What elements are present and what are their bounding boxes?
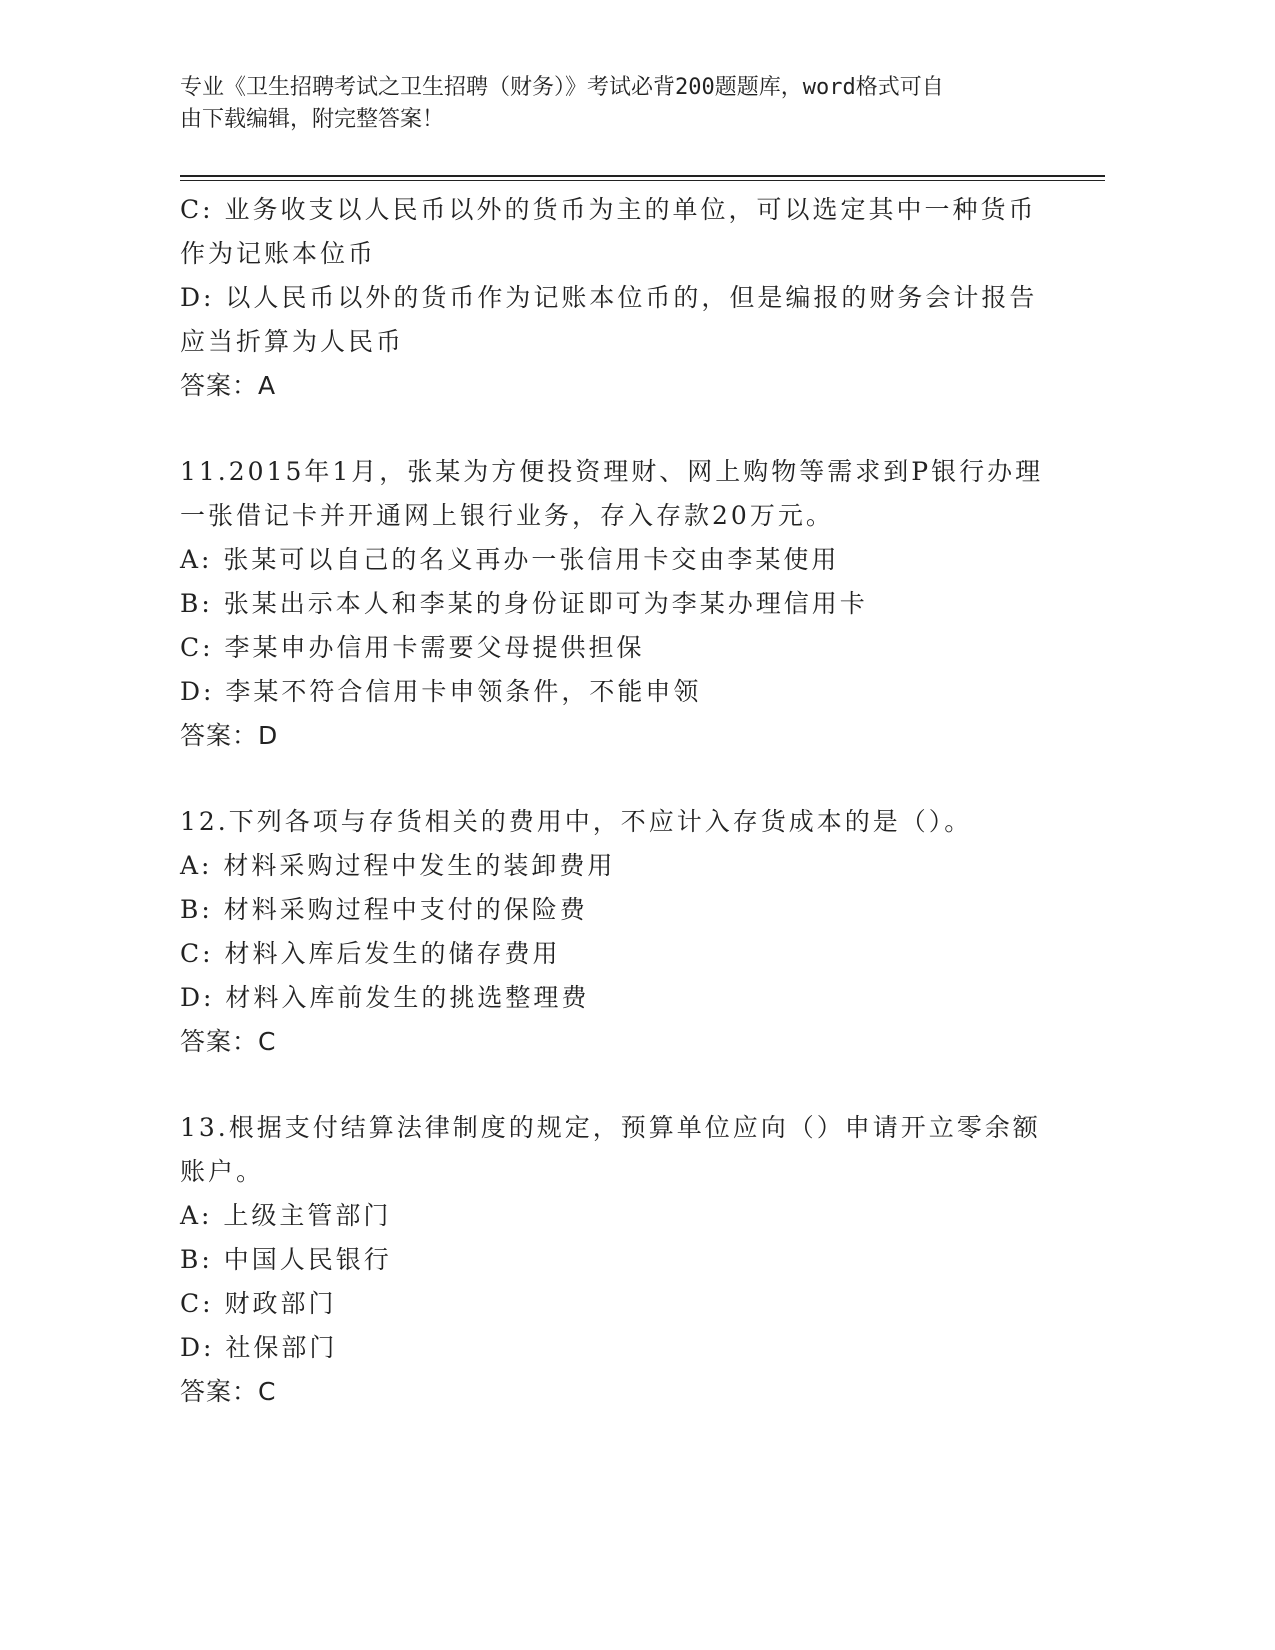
header-divider-thin — [180, 180, 1105, 181]
question-list — [180, 188, 1050, 1414]
option-d: D: 社保部门 — [180, 1333, 338, 1362]
question-11 — [180, 450, 1050, 758]
question-stem-line-1: 11.2015年1月，张某为方便投资理财、网上购物等需求到P银行办理 — [180, 457, 1044, 486]
spacer — [180, 758, 1050, 800]
option-d: D: 李某不符合信用卡申领条件，不能申领 — [180, 677, 702, 706]
document-header — [180, 72, 1060, 136]
option-a: A: 材料采购过程中发生的装卸费用 — [180, 851, 616, 880]
question-12 — [180, 800, 1050, 1064]
answer-line: 答案：A — [180, 371, 277, 400]
answer-line: 答案：C — [180, 1377, 277, 1406]
option-c: C: 李某申办信用卡需要父母提供担保 — [180, 633, 645, 662]
option-b: B: 中国人民银行 — [180, 1245, 392, 1274]
header-divider-thick — [180, 175, 1105, 177]
header-line-1: 专业《卫生招聘考试之卫生招聘（财务）》考试必背200题题库，word格式可自 — [180, 75, 944, 100]
option-d: D: 材料入库前发生的挑选整理费 — [180, 983, 590, 1012]
option-c: C: 财政部门 — [180, 1289, 337, 1318]
question-stem-line-2: 一张借记卡并开通网上银行业务，存入存款20万元。 — [180, 501, 834, 530]
option-d-line-1: D: 以人民币以外的货币作为记账本位币的，但是编报的财务会计报告 — [180, 283, 1038, 312]
option-a: A: 张某可以自己的名义再办一张信用卡交由李某使用 — [180, 545, 840, 574]
header-line-2: 由下载编辑，附完整答案！ — [180, 107, 445, 132]
option-a: A: 上级主管部门 — [180, 1201, 392, 1230]
answer-line: 答案：D — [180, 721, 279, 750]
option-c-line-2: 作为记账本位币 — [180, 239, 377, 268]
option-c-line-1: C: 业务收支以人民币以外的货币为主的单位，可以选定其中一种货币 — [180, 195, 1037, 224]
question-10-tail — [180, 188, 1050, 408]
spacer — [180, 1064, 1050, 1106]
option-b: B: 张某出示本人和李某的身份证即可为李某办理信用卡 — [180, 589, 868, 618]
question-stem-line-1: 12.下列各项与存货相关的费用中，不应计入存货成本的是（）。 — [180, 807, 973, 836]
question-stem-line-2: 账户。 — [180, 1157, 265, 1186]
option-c: C: 材料入库后发生的储存费用 — [180, 939, 561, 968]
spacer — [180, 408, 1050, 450]
option-b: B: 材料采购过程中支付的保险费 — [180, 895, 588, 924]
question-stem-line-1: 13.根据支付结算法律制度的规定，预算单位应向（）申请开立零余额 — [180, 1113, 1041, 1142]
answer-line: 答案：C — [180, 1027, 277, 1056]
question-13 — [180, 1106, 1050, 1414]
option-d-line-2: 应当折算为人民币 — [180, 327, 405, 356]
